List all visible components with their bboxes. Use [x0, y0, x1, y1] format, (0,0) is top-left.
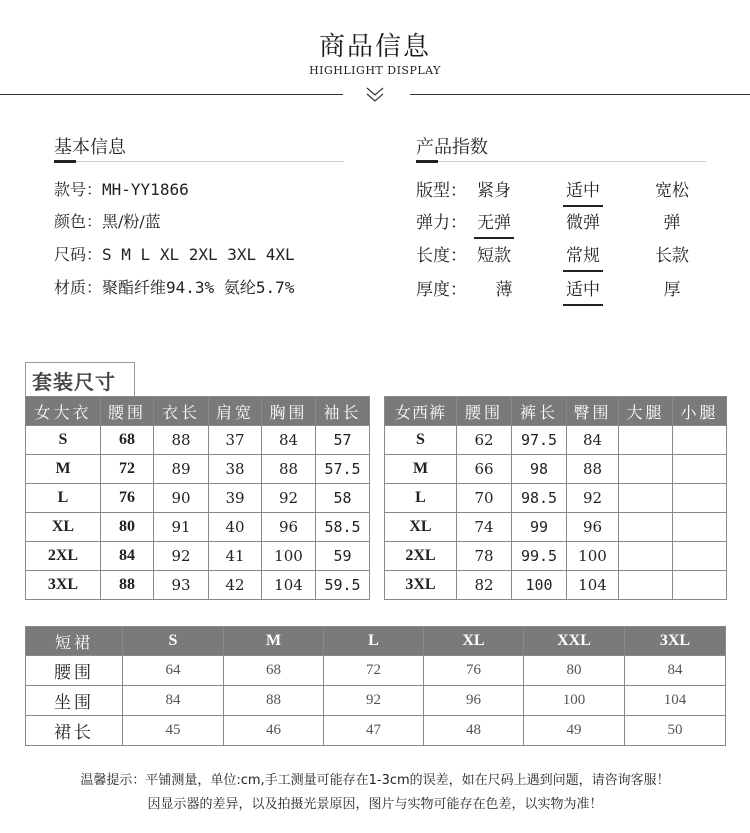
table-cell: 76 — [424, 656, 524, 686]
table-row — [26, 513, 370, 542]
page-subtitle: HIGHLIGHT DISPLAY — [309, 64, 441, 77]
table-cell: 59.5 — [316, 571, 370, 600]
page-title: 商品信息 — [318, 32, 431, 62]
table-cell: 49 — [524, 716, 625, 746]
table-cell: 80 — [101, 513, 154, 542]
row-label-cell: 裙长 — [26, 716, 123, 746]
table-cell: 82 — [457, 571, 512, 600]
size-cell: L — [385, 484, 457, 513]
info-row-color: 颜色：黑/粉/蓝 — [54, 212, 161, 231]
size-cell: M — [26, 455, 101, 484]
product-index-rule — [416, 161, 706, 162]
pants-size-table — [384, 396, 727, 600]
index-option-length-short: 短款 — [477, 246, 511, 266]
table-cell: 37 — [209, 426, 262, 455]
suit-size-tag: 套装尺寸 — [25, 362, 135, 396]
header-cell: XL — [424, 627, 524, 656]
table-row — [385, 455, 727, 484]
table-cell — [673, 484, 727, 513]
table-cell: 88 — [154, 426, 209, 455]
table-row — [26, 656, 726, 686]
row-label-cell: 腰围 — [26, 656, 123, 686]
table-cell — [673, 513, 727, 542]
table-cell: 96 — [262, 513, 316, 542]
table-cell: 92 — [324, 686, 424, 716]
table-cell — [619, 426, 673, 455]
index-option-stretch-none: 无弹 — [464, 208, 524, 233]
size-cell: S — [26, 426, 101, 455]
jacket-size-table — [25, 396, 370, 600]
header-cell: S — [123, 627, 224, 656]
table-cell: 48 — [424, 716, 524, 746]
table-cell — [619, 455, 673, 484]
size-cell: M — [385, 455, 457, 484]
table-cell: 84 — [101, 542, 154, 571]
header-cell: 大腿 — [619, 397, 673, 426]
table-cell: 100 — [524, 686, 625, 716]
size-cell: 3XL — [385, 571, 457, 600]
table-cell: 70 — [457, 484, 512, 513]
table-cell: 72 — [324, 656, 424, 686]
table-row — [26, 426, 370, 455]
index-option-stretch-high: 弹 — [663, 213, 681, 233]
table-cell — [673, 542, 727, 571]
index-label-fit: 版型： — [416, 181, 467, 201]
header-cell: 腰围 — [457, 397, 512, 426]
table-cell: 47 — [324, 716, 424, 746]
index-option-fit-regular: 适中 — [553, 176, 613, 201]
table-cell: 104 — [567, 571, 619, 600]
table-cell: 41 — [209, 542, 262, 571]
table-cell: 68 — [224, 656, 324, 686]
table-row — [26, 571, 370, 600]
size-cell: 3XL — [26, 571, 101, 600]
table-cell: 100 — [262, 542, 316, 571]
table-cell: 100 — [512, 571, 567, 600]
table-cell: 91 — [154, 513, 209, 542]
table-cell: 72 — [101, 455, 154, 484]
table-cell: 90 — [154, 484, 209, 513]
index-option-fit-loose: 宽松 — [655, 181, 689, 201]
table-cell: 68 — [101, 426, 154, 455]
header-cell: 衣长 — [154, 397, 209, 426]
header-cell: 女西裤 — [385, 397, 457, 426]
table-header-row — [26, 627, 726, 656]
table-cell: 104 — [625, 686, 726, 716]
table-cell: 99.5 — [512, 542, 567, 571]
table-row — [385, 484, 727, 513]
table-cell: 100 — [567, 542, 619, 571]
size-cell: XL — [385, 513, 457, 542]
header-cell: 小腿 — [673, 397, 727, 426]
header-cell: 女大衣 — [26, 397, 101, 426]
table-cell: 80 — [524, 656, 625, 686]
color-difference-note: 因显示器的差异，以及拍摄光景原因，图片与实物可能存在色差，以实物为准！ — [147, 797, 603, 812]
table-row — [385, 542, 727, 571]
table-header-row — [26, 397, 370, 426]
table-cell: 64 — [123, 656, 224, 686]
index-label-length: 长度： — [416, 246, 467, 266]
measurement-note: 温馨提示：平铺测量，单位:cm,手工测量可能存在1-3cm的误差，如在尺码上遇到问题，请咨询客服！ — [80, 773, 670, 788]
index-option-fit-tight: 紧身 — [477, 181, 511, 201]
table-cell: 46 — [224, 716, 324, 746]
basic-info-heading: 基本信息 — [54, 137, 126, 158]
table-cell: 88 — [101, 571, 154, 600]
header-cell: 3XL — [625, 627, 726, 656]
size-cell: XL — [26, 513, 101, 542]
table-row — [26, 542, 370, 571]
table-cell: 58.5 — [316, 513, 370, 542]
table-cell: 84 — [262, 426, 316, 455]
table-row — [385, 571, 727, 600]
table-row — [26, 484, 370, 513]
table-cell: 58 — [316, 484, 370, 513]
table-header-row — [385, 397, 727, 426]
index-option-length-regular: 常规 — [553, 241, 613, 266]
header-cell: L — [324, 627, 424, 656]
table-cell: 74 — [457, 513, 512, 542]
table-cell: 97.5 — [512, 426, 567, 455]
divider-left — [0, 94, 343, 95]
table-cell: 96 — [424, 686, 524, 716]
skirt-size-table — [25, 626, 726, 746]
table-cell: 45 — [123, 716, 224, 746]
table-cell: 98.5 — [512, 484, 567, 513]
header-cell: XXL — [524, 627, 625, 656]
table-cell — [673, 426, 727, 455]
double-chevron-down-icon — [364, 86, 386, 104]
size-cell: S — [385, 426, 457, 455]
header-cell: 袖长 — [316, 397, 370, 426]
index-option-thickness-thin: 薄 — [495, 280, 513, 300]
table-cell: 57 — [316, 426, 370, 455]
row-label-cell: 坐围 — [26, 686, 123, 716]
table-cell: 104 — [262, 571, 316, 600]
table-cell: 92 — [262, 484, 316, 513]
table-row — [26, 716, 726, 746]
table-cell — [619, 542, 673, 571]
header-cell: 短裙 — [26, 627, 123, 656]
table-cell: 76 — [101, 484, 154, 513]
table-cell — [619, 484, 673, 513]
table-cell: 92 — [567, 484, 619, 513]
product-index-heading: 产品指数 — [416, 137, 488, 158]
header-cell: 臀围 — [567, 397, 619, 426]
table-cell: 66 — [457, 455, 512, 484]
table-cell — [619, 571, 673, 600]
index-option-thickness-medium: 适中 — [553, 275, 613, 300]
header-cell: 裤长 — [512, 397, 567, 426]
basic-info-rule-accent — [54, 160, 76, 163]
table-row — [26, 455, 370, 484]
table-cell: 92 — [154, 542, 209, 571]
table-cell — [619, 513, 673, 542]
table-cell: 59 — [316, 542, 370, 571]
table-cell — [673, 571, 727, 600]
table-cell: 84 — [625, 656, 726, 686]
index-label-thickness: 厚度： — [416, 280, 467, 300]
index-option-thickness-thick: 厚 — [663, 280, 681, 300]
info-row-sizes: 尺码：S M L XL 2XL 3XL 4XL — [54, 245, 295, 264]
table-cell: 88 — [567, 455, 619, 484]
product-index-rule-accent — [416, 160, 438, 163]
table-cell: 93 — [154, 571, 209, 600]
table-cell: 38 — [209, 455, 262, 484]
table-cell: 84 — [123, 686, 224, 716]
table-cell: 99 — [512, 513, 567, 542]
basic-info-rule — [54, 161, 344, 162]
table-cell: 88 — [262, 455, 316, 484]
table-cell: 42 — [209, 571, 262, 600]
size-cell: L — [26, 484, 101, 513]
table-row — [385, 426, 727, 455]
table-cell — [673, 455, 727, 484]
table-cell: 50 — [625, 716, 726, 746]
info-row-style-no: 款号：MH-YY1866 — [54, 180, 189, 199]
table-cell: 78 — [457, 542, 512, 571]
table-cell: 62 — [457, 426, 512, 455]
divider-right — [410, 94, 750, 95]
table-cell: 88 — [224, 686, 324, 716]
header-cell: M — [224, 627, 324, 656]
index-label-stretch: 弹力： — [416, 213, 467, 233]
table-cell: 89 — [154, 455, 209, 484]
table-cell: 98 — [512, 455, 567, 484]
index-option-stretch-slight: 微弹 — [566, 213, 600, 233]
size-cell: 2XL — [385, 542, 457, 571]
table-cell: 57.5 — [316, 455, 370, 484]
info-row-material: 材质：聚酯纤维94.3% 氨纶5.7% — [54, 278, 295, 297]
header-cell: 肩宽 — [209, 397, 262, 426]
table-cell: 39 — [209, 484, 262, 513]
table-cell: 40 — [209, 513, 262, 542]
table-cell: 96 — [567, 513, 619, 542]
table-cell: 84 — [567, 426, 619, 455]
header-cell: 胸围 — [262, 397, 316, 426]
size-cell: 2XL — [26, 542, 101, 571]
index-option-length-long: 长款 — [655, 246, 689, 266]
table-row — [26, 686, 726, 716]
table-row — [385, 513, 727, 542]
header-cell: 腰围 — [101, 397, 154, 426]
